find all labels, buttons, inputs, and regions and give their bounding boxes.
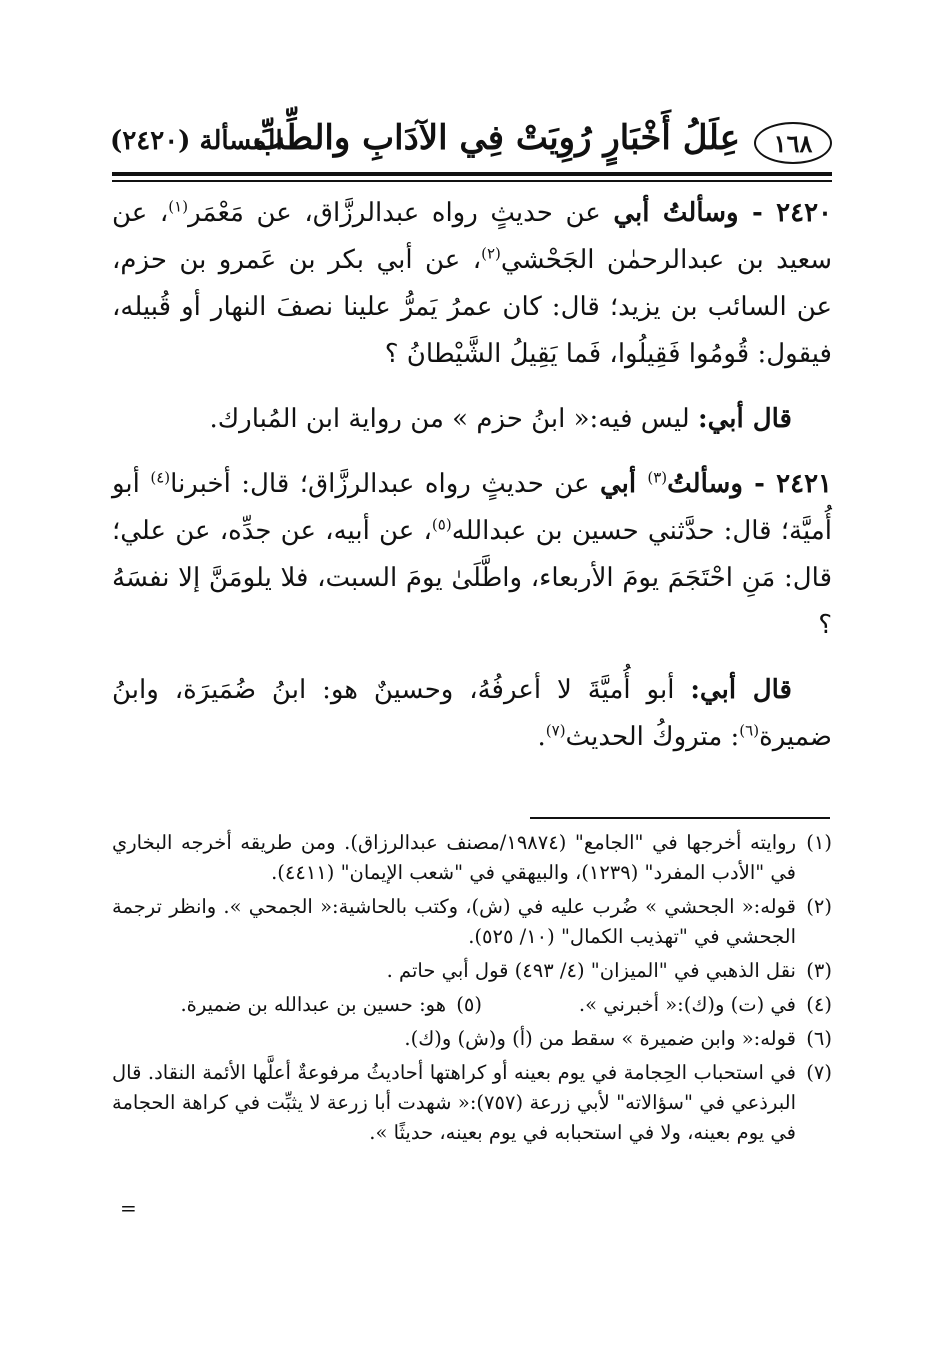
issue-2421-lead-2: أبي	[600, 469, 648, 499]
issue-2421-paragraph	[112, 461, 832, 649]
footnotes	[112, 828, 832, 1152]
footnote-text: في استحباب الحِجامة في يوم بعينه أو كراهتها أحاديثُ مرفوعةٌ أعلَّها الأئمة النقاد. قال البرذعي في "سؤالاته" لأبي زرعة (٧٥٧):« شهدت أبا زرعة لا يثبِّت في كراهة الحجامة في يوم بعينه، ولا في استحبابه في يوم بعينه، حديثًا ».	[112, 1061, 796, 1144]
footnote-ref-7: (٧)	[545, 721, 566, 740]
footnote-number: (٣)	[806, 959, 832, 982]
abu-hatim-comment-2	[112, 667, 832, 761]
footnote-ref-3: (٣)	[647, 468, 668, 487]
text-run: : متروكُ الحديث	[565, 722, 740, 752]
abu-hatim-comment-1	[112, 396, 832, 443]
footnote-ref-5: (٥)	[431, 515, 452, 534]
text-run: أبو أُميَّةَ لا أعرفُهُ، وحسينٌ هو: ابنُ ضُمَيرَة، وابنُ ضميرة	[112, 675, 832, 752]
text-run: عن حديثٍ رواه عبدالرزَّاق، عن مَعْمَر	[188, 198, 614, 228]
footnote-separator	[530, 817, 830, 819]
qala-abi-lead: قال أبي:	[690, 675, 792, 705]
text-run: .	[537, 722, 546, 752]
qala-abi-lead: قال أبي:	[697, 404, 792, 434]
footnote-number: (٤)	[806, 993, 832, 1016]
footnote-ref-6: (٦)	[739, 721, 760, 740]
footnotes-4-5	[112, 990, 832, 1020]
text-run: ليس فيه:« ابنُ حزم » من رواية ابن المُبارك.	[209, 404, 698, 434]
footnote-ref-1: (١)	[168, 197, 189, 216]
header-rule-thin	[112, 180, 832, 182]
footnote-4	[542, 990, 832, 1020]
running-title: عِلَلُ أَخْبَارٍ رُوِيَتْ فِي الآدَابِ والطِّبِّ	[252, 118, 740, 158]
footnote-text: هو: حسين بن عبدالله بن ضميرة.	[180, 993, 446, 1016]
text-run: ، عن سعيد بن عبدالرحمٰن الجَحْشي	[112, 198, 832, 275]
footnote-text: قوله:« وابن ضميرة » سقط من (أ) و(ش) و(ك).	[404, 1027, 796, 1050]
footnote-3	[112, 956, 832, 986]
footnote-ref-2: (٢)	[481, 244, 501, 263]
footnote-number: (١)	[806, 831, 832, 854]
issue-2420-paragraph	[112, 190, 832, 378]
footnote-number: (٢)	[806, 895, 832, 918]
header-rule-thick	[112, 172, 832, 176]
text-run: عن حديثٍ رواه عبدالرزَّاق؛ قال: أخبرنا	[170, 469, 600, 499]
footnote-text: نقل الذهبي في "الميزان" (٤/ ٤٩٣) قول أبي حاتم .	[386, 959, 796, 982]
text-run: أبو أُميَّة؛ قال: حدَّثني حسين بن عبدالله	[112, 469, 832, 546]
page-header	[110, 112, 832, 172]
footnote-text: روايته أخرجها في "الجامع" (١٩٨٧٤/مصنف عبدالرزاق). ومن طريقه أخرجه البخاري في "الأدب المفرد" (١٢٣٩)، والبيهقي في "شعب الإيمان" (٤٤١١).	[112, 831, 797, 884]
text-run: ، عن أبيه، عن جدِّه، عن علي؛ قال: مَنِ احْتَجَمَ يومَ الأربعاء، واطَّلَىٰ يومَ السبت، فلا يلومَنَّ إلا نفسَهُ ؟	[112, 516, 832, 640]
footnote-6	[112, 1024, 832, 1054]
issue-2420-lead: ٢٤٢٠ - وسألتُ أبي	[613, 198, 832, 228]
footnote-7	[112, 1058, 832, 1148]
footnote-2	[112, 892, 832, 952]
footnote-1	[112, 828, 832, 888]
issue-label: المسألة (٢٤٢٠)	[110, 126, 283, 156]
footnote-number: (٥)	[456, 993, 482, 1016]
main-text	[112, 190, 832, 761]
continuation-mark: =	[120, 1196, 137, 1220]
footnote-number: (٦)	[806, 1027, 832, 1050]
footnote-number: (٧)	[806, 1061, 832, 1084]
footnote-text: في (ت) و(ك):« أخبرني ».	[578, 993, 796, 1016]
footnote-text: قوله:« الجحشي » ضُرب عليه في (ش)، وكتب بالحاشية:« الجمحي ». وانظر ترجمة الجحشي في "تهذيب الكمال" (١٠/ ٥٢٥).	[112, 895, 796, 948]
footnote-ref-4: (٤)	[150, 468, 171, 487]
footnote-5	[152, 990, 482, 1020]
issue-2421-lead: ٢٤٢١ - وسألتُ	[667, 469, 833, 499]
page-number: ١٦٨	[754, 122, 832, 164]
text-run: ، عن أبي بكر بن عَمرو بن حزم، عن السائب بن يزيد؛ قال: كان عمرُ يَمرُّ علينا نصفَ النهار أو قُبيله، فيقول: قُومُوا فَقِيلُوا، فَما يَقِيلُ الشَّيْطانُ ؟	[112, 245, 832, 369]
